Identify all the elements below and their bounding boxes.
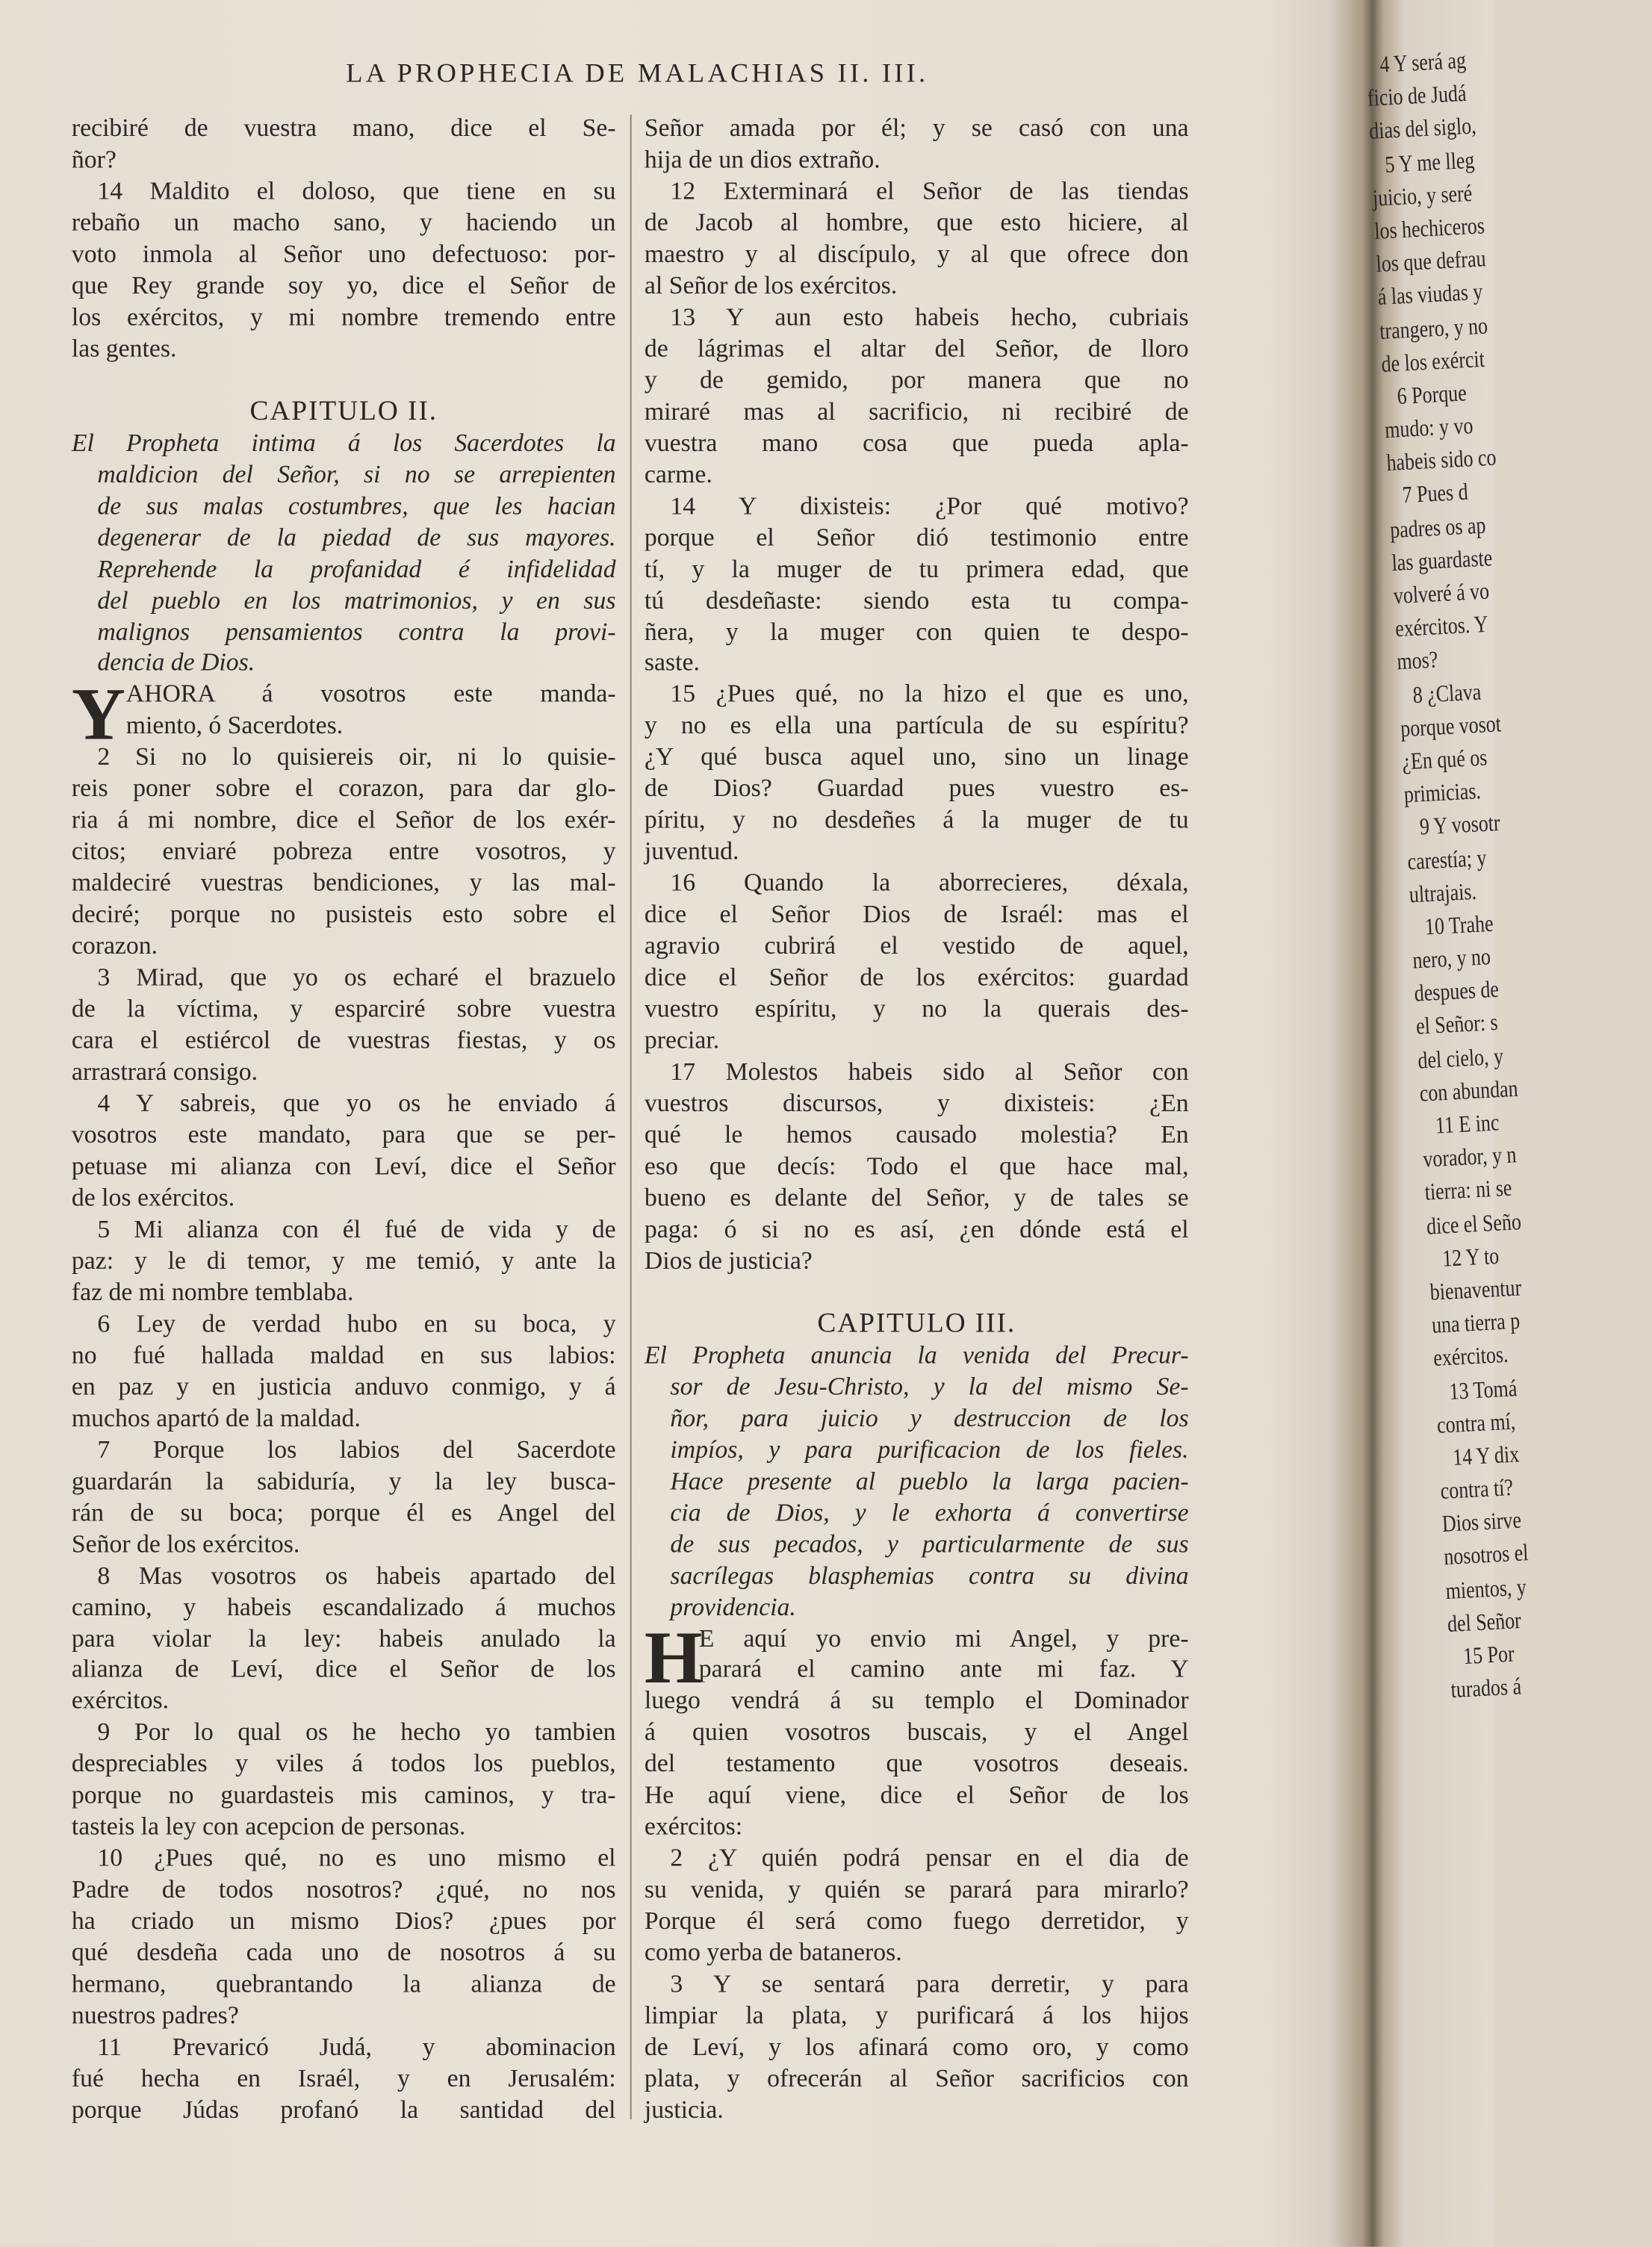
text-line: miento, ó Sacerdotes. (125, 710, 344, 740)
text-line: saste. (644, 647, 700, 677)
facing-page-line: ultrajais. (1408, 877, 1477, 908)
text-line: juventud. (644, 836, 739, 865)
text-line: nuestros padres? (71, 2001, 239, 2030)
text-line: despreciables y viles á todos los pueblos, (71, 1749, 616, 1778)
text-line: camino, y habeis escandalizado á muchos (71, 1591, 616, 1620)
chapter-summary-line: dencia de Dios. (97, 647, 255, 677)
text-line (645, 1277, 1189, 1308)
text-line: paz: y le di temor, y me temió, y ante la (71, 1246, 616, 1275)
facing-page-line: exércitos. Y (1394, 610, 1489, 643)
text-line: hermano, quebrantando la alianza de (71, 1968, 616, 1998)
text-line: de la víctima, y esparciré sobre vuestra (71, 994, 616, 1023)
text-line: justicia. (644, 2095, 724, 2124)
chapter-summary-line: Reprehende la profanidad é infidelidad (97, 553, 616, 582)
text-line: He aquí viene, dice el Señor de los (644, 1780, 1189, 1809)
drop-cap: H (644, 1617, 703, 1700)
facing-page-line: 7 Pues d (1401, 478, 1469, 509)
facing-page-line: los que defrau (1375, 244, 1487, 278)
text-line: del testamento que vosotros deseais. (644, 1749, 1189, 1778)
text-line: limpiar la plata, y purificará á los hijos (644, 2001, 1189, 2030)
text-line: ñera, y la muger con quien te despo- (644, 616, 1189, 645)
facing-page-line: mudo: y vo (1384, 411, 1474, 444)
text-line: y no es ella una partícula de su espíritu? (644, 710, 1189, 740)
text-line: recibiré de vuestra mano, dice el Se- (71, 113, 616, 142)
facing-page-line: dice el Seño (1426, 1207, 1522, 1240)
text-line: alianza de Leví, dice el Señor de los (71, 1654, 616, 1684)
text-line: 2 Si no lo quisiereis oir, ni lo quisie- (97, 742, 616, 771)
chapter-heading: CAPITULO III. (817, 1308, 1016, 1339)
facing-page-line: Dios sirve (1441, 1506, 1522, 1538)
text-line: 13 Y aun esto habeis hecho, cubriais (670, 302, 1189, 331)
text-line: Señor amada por él; y se casó con una (644, 113, 1189, 142)
text-line: como yerba de bataneros. (644, 1937, 902, 1967)
text-line: porque el Señor dió testimonio entre (644, 522, 1189, 551)
chapter-summary-line: cia de Dios, y le exhorta á convertirse (670, 1497, 1189, 1526)
text-line: qué desdeña cada uno de nosotros á su (71, 1937, 616, 1967)
text-line: Padre de todos nosotros? ¿qué, no nos (71, 1874, 616, 1903)
text-line: agravio cubrirá el vestido de aquel, (644, 930, 1189, 960)
text-line: maestro y al discípulo, y al que ofrece don (644, 238, 1189, 268)
text-line: cara el estiércol de vuestras fiestas, y os (71, 1025, 616, 1054)
facing-page-line: trangero, y no (1379, 311, 1488, 344)
facing-page-line: mos? (1396, 646, 1439, 676)
text-line: Dios de justicia? (644, 1246, 813, 1275)
chapter-summary-line: sacrílegas blasphemias contra su divina (670, 1560, 1189, 1589)
text-line: AHORA á vosotros este manda- (125, 679, 616, 709)
chapter-summary-line: sor de Jesu-Christo, y la del mismo Se- (670, 1371, 1189, 1400)
text-line: fué hecha en Israél, y en Jerusalém: (71, 2063, 616, 2092)
text-line: Señor de los exércitos. (71, 1529, 300, 1558)
text-line: faz de mi nombre temblaba. (71, 1277, 354, 1306)
text-line: para violar la ley: habeis anulado la (71, 1623, 616, 1652)
facing-page-line: 13 Tomá (1448, 1373, 1518, 1405)
text-line: su venida, y quién se parará para mirarlo? (644, 1874, 1189, 1903)
text-line: tasteis la ley con acepcion de personas. (71, 1812, 466, 1841)
text-line: arrastrará consigo. (71, 1057, 258, 1086)
facing-page-line: volveré á vo (1392, 576, 1490, 609)
text-line: plata, y ofrecerán al Señor sacrificios con (644, 2063, 1189, 2092)
chapter-summary-line: ñor, para juicio y destruccion de los (670, 1402, 1189, 1432)
text-line: en paz y en justicia anduvo conmigo, y á (71, 1371, 616, 1400)
chapter-summary-line: de sus pecados, y particularmente de sus (670, 1529, 1189, 1558)
text-line: miraré mas al sacrificio, ni recibiré de (644, 396, 1189, 425)
facing-page-line: despues de (1413, 975, 1500, 1007)
text-line: ria á mi nombre, dice el Señor de los exér- (71, 805, 616, 834)
text-line: ¿Y qué busca aquel uno, sino un linage (644, 742, 1189, 771)
text-line: ñor? (71, 144, 117, 173)
text-line: preciar. (644, 1025, 720, 1054)
text-line: 10 ¿Pues qué, no es uno mismo el (97, 1843, 616, 1872)
text-line: 12 Exterminará el Señor de las tiendas (670, 175, 1189, 205)
facing-page-line: padres os ap (1389, 510, 1487, 544)
facing-page-line: 15 Por (1462, 1639, 1515, 1670)
text-line: vuestra mano cosa que pueda apla- (644, 427, 1189, 457)
facing-page-line: bienaventur (1429, 1273, 1522, 1306)
text-line: vuestro espíritu, y no la querais des- (644, 994, 1189, 1023)
text-line: vuestros discursos, y dixisteis: ¿En (644, 1088, 1189, 1117)
text-line: de Jacob al hombre, que esto hiciere, al (644, 207, 1189, 237)
text-line: 3 Y se sentará para derretir, y para (670, 1968, 1189, 1998)
drop-cap: Y (71, 674, 125, 756)
text-line: porque no guardasteis mis caminos, y tra- (71, 1780, 616, 1809)
text-line: petuase mi alianza con Leví, dice el Señor (71, 1151, 616, 1181)
text-line: rebaño un macho sano, y haciendo un (71, 207, 616, 237)
text-line: los exércitos, y mi nombre tremendo entre (71, 302, 616, 331)
facing-page-line: una tierra p (1431, 1307, 1521, 1339)
facing-page-column (1364, 38, 1651, 1706)
facing-page-line: 6 Porque (1396, 379, 1468, 410)
facing-page-line: 8 ¿Clava (1412, 677, 1482, 709)
middle-column (645, 113, 1189, 2126)
text-line: vosotros este mandato, para que se per- (71, 1119, 616, 1149)
text-line: no fué hallada maldad en sus labios: (71, 1340, 616, 1369)
text-line: de lágrimas el altar del Señor, de lloro (644, 333, 1189, 362)
text-line: voto inmola al Señor uno defectuoso: por- (71, 238, 616, 268)
text-line: tí, y la muger de tu primera edad, que (644, 553, 1189, 582)
facing-page-line: las guardaste (1391, 544, 1494, 576)
facing-page-line: primicias. (1403, 777, 1482, 809)
chapter-heading: CAPITULO II. (249, 396, 438, 426)
facing-page-line: de los exércit (1380, 344, 1485, 378)
text-line: dice el Señor de los exércitos: guardad (644, 962, 1189, 992)
facing-page-line: tierra: ni se (1423, 1174, 1513, 1207)
text-line: á quien vosotros buscais, y el Angel (644, 1717, 1189, 1747)
text-line: 17 Molestos habeis sido al Señor con (670, 1057, 1189, 1086)
text-line: ha criado un mismo Dios? ¿pues por (71, 1906, 616, 1936)
text-line (72, 365, 616, 397)
text-line: eso que decís: Todo el que hace mal, (644, 1151, 1189, 1181)
text-line: carme. (644, 459, 712, 488)
facing-page-line: ficio de Judá (1367, 79, 1468, 112)
text-line: tú desdeñaste: siendo esta tu compa- (644, 585, 1189, 614)
text-line: exércitos. (71, 1685, 170, 1715)
text-line: de Dios? Guardad pues vuestro es- (644, 774, 1189, 803)
text-line: 2 ¿Y quién podrá pensar en el dia de (670, 1843, 1189, 1872)
facing-page-line: dias del siglo, (1368, 112, 1477, 146)
text-line: corazon. (71, 930, 158, 960)
chapter-summary-line: de sus malas costumbres, que les hacian (97, 491, 616, 520)
text-line: que Rey grande soy yo, dice el Señor de (71, 270, 616, 299)
text-line: 11 Prevaricó Judá, y abominacion (97, 2032, 616, 2061)
facing-page-line: el Señor: s (1415, 1008, 1499, 1041)
facing-page-line: nero, y no (1412, 942, 1491, 975)
text-line: muchos apartó de la maldad. (71, 1402, 361, 1432)
text-line: paga: ó si no es así, ¿en dónde está el (644, 1213, 1189, 1243)
chapter-summary-line: Hace presente al pueblo la larga pacien- (670, 1465, 1189, 1495)
text-line: 8 Mas vosotros os habeis apartado del (97, 1560, 616, 1589)
facing-page-line: 4 Y será ag (1379, 46, 1467, 78)
left-column (72, 113, 616, 2126)
facing-page-line: con abundan (1418, 1074, 1519, 1107)
facing-page-line: vorador, y n (1422, 1140, 1518, 1173)
facing-page-line: contra tí? (1439, 1473, 1514, 1505)
facing-page-line: á las viudas y (1376, 278, 1484, 311)
text-line: las gentes. (71, 333, 177, 362)
chapter-summary-line: providencia. (670, 1591, 796, 1620)
text-line: guardarán la sabiduría, y la ley busca- (71, 1465, 616, 1495)
text-line: 4 Y sabreis, que yo os he enviado á (97, 1088, 616, 1117)
facing-page-line: mientos, y (1444, 1572, 1527, 1604)
chapter-summary-line: El Propheta anuncia la venida del Precur- (644, 1340, 1189, 1369)
text-line: Porque él será como fuego derretidor, y (644, 1906, 1189, 1936)
facing-page-line: del Señor (1447, 1606, 1522, 1638)
text-line: 14 Y dixisteis: ¿Por qué motivo? (670, 491, 1189, 520)
facing-page-line: los hechiceros (1373, 211, 1485, 245)
running-header: LA PROPHECIA DE MALACHIAS II. III. (346, 58, 929, 89)
text-line: hija de un dios extraño. (644, 144, 881, 173)
column-divider (630, 114, 632, 2119)
text-line: 6 Ley de verdad hubo en su boca, y (97, 1308, 616, 1337)
text-line: deciré; porque no pusisteis esto sobre el (71, 899, 616, 929)
text-line: y de gemido, por manera que no (644, 364, 1189, 394)
facing-page-line: porque vosot (1400, 709, 1502, 742)
facing-page-line: 5 Y me lleg (1384, 145, 1476, 178)
text-line: 3 Mirad, que yo os echaré el brazuelo (97, 962, 616, 992)
text-line: E aquí yo envio mi Angel, y pre- (698, 1623, 1189, 1652)
text-line: 16 Quando la aborrecieres, déxala, (670, 868, 1189, 897)
text-line: 7 Porque los labios del Sacerdote (97, 1434, 616, 1464)
text-line: bueno es delante del Señor, y de tales se (644, 1182, 1189, 1212)
text-line: citos; enviaré pobreza entre vosotros, y (71, 836, 616, 865)
text-line: al Señor de los exércitos. (644, 270, 898, 299)
facing-page-line: turados á (1450, 1672, 1522, 1704)
chapter-summary-line: maldicion del Señor, si no se arrepienten (97, 459, 616, 488)
facing-page-line: 14 Y dix (1452, 1440, 1520, 1471)
facing-page-line: carestía; y (1406, 843, 1488, 875)
facing-page-line: habeis sido co (1385, 444, 1497, 477)
text-line: exércitos: (644, 1812, 743, 1841)
text-line: reis poner sobre el corazon, para dar glo- (71, 774, 616, 803)
facing-page-line: 10 Trahe (1424, 909, 1494, 940)
text-line: 5 Mi alianza con él fué de vida y de (97, 1213, 616, 1243)
text-line: qué le hemos causado molestia? En (644, 1119, 1189, 1149)
text-line: rán de su boca; porque él es Angel del (71, 1497, 616, 1526)
facing-page-line: 9 Y vosotr (1419, 809, 1501, 841)
chapter-summary-line: del pueblo en los matrimonios, y en sus (97, 585, 616, 614)
facing-page-line: 12 Y to (1441, 1241, 1500, 1272)
chapter-summary-line: degenerar de la piedad de sus mayores. (97, 522, 616, 551)
text-line: maldeciré vuestras bendiciones, y las mal- (71, 868, 616, 897)
facing-page-line: nosotros el (1443, 1539, 1530, 1571)
text-line: luego vendrá á su templo el Dominador (644, 1685, 1189, 1715)
chapter-summary-line: El Propheta intima á los Sacerdotes la (71, 427, 616, 457)
facing-page-line: exércitos. (1432, 1340, 1509, 1373)
text-line: dice el Señor Dios de Israél: mas el (644, 899, 1189, 929)
facing-page-line: ¿En qué os (1401, 743, 1488, 775)
text-line: porque Júdas profanó la santidad del (71, 2095, 616, 2124)
text-line: 14 Maldito el doloso, que tiene en su (97, 175, 616, 205)
text-line: de los exércitos. (71, 1182, 235, 1212)
chapter-summary-line: malignos pensamientos contra la provi- (97, 616, 616, 645)
facing-page-line: juicio, y seré (1371, 178, 1473, 212)
text-line: 15 ¿Pues qué, no la hizo el que es uno, (670, 679, 1189, 709)
text-line: parará el camino ante mi faz. Y (698, 1654, 1189, 1684)
facing-page-line: contra mí, (1436, 1407, 1517, 1438)
text-line: 9 Por lo qual os he hecho yo tambien (97, 1717, 616, 1747)
facing-page-line: 11 E inc (1434, 1108, 1500, 1140)
text-line: píritu, y no desdeñes á la muger de tu (644, 805, 1189, 834)
text-line: de Leví, y los afinará como oro, y como (644, 2032, 1189, 2061)
chapter-summary-line: impíos, y para purificacion de los fieles. (670, 1434, 1189, 1464)
facing-page-line: del cielo, y (1417, 1042, 1504, 1074)
